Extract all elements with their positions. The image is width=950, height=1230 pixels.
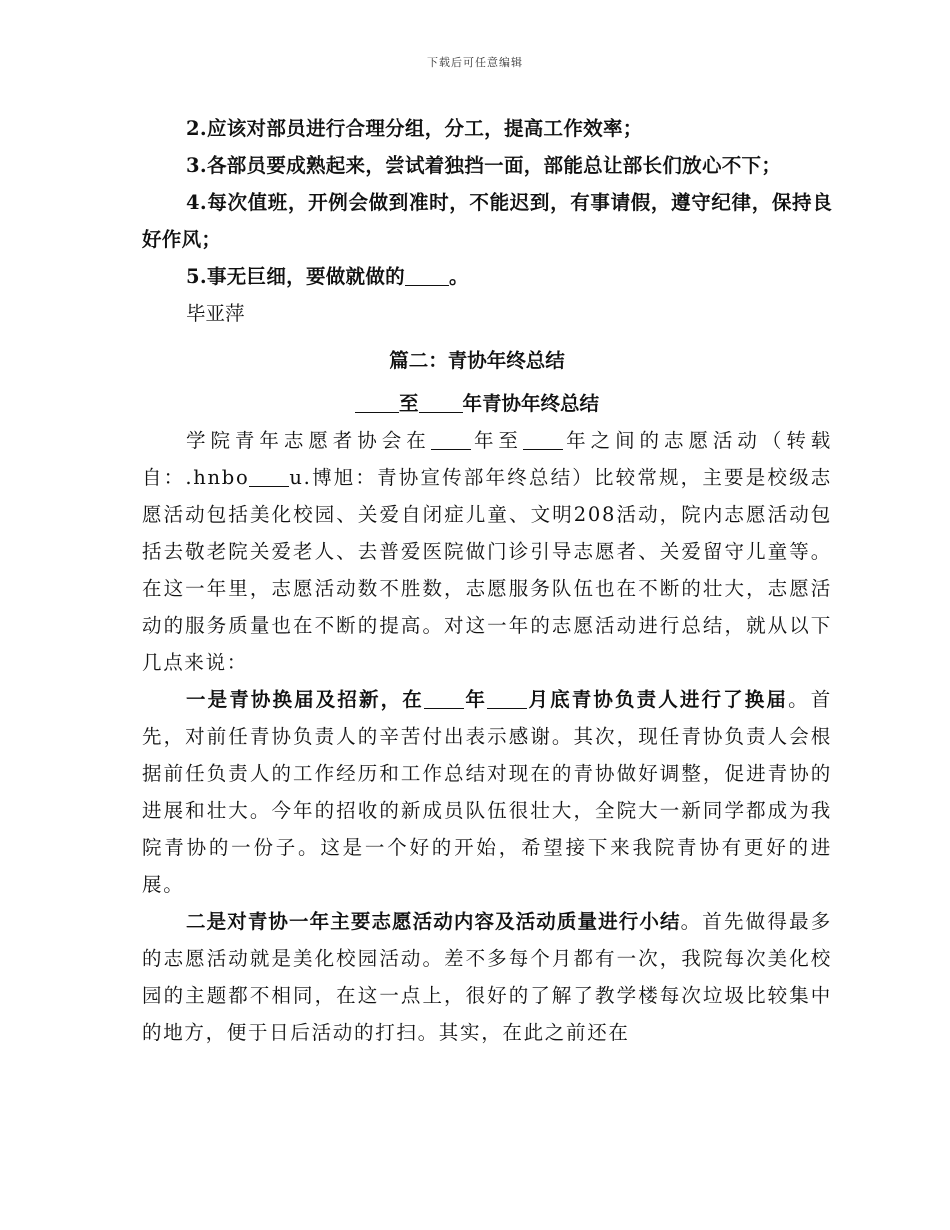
paragraph-intro xyxy=(142,422,832,681)
list-item-4: 4.每次值班，开例会做到准时，不能迟到，有事请假，遵守纪律，保持良好作风； xyxy=(142,191,832,251)
header-note: 下载后可任意编辑 xyxy=(427,56,523,69)
fill-blank xyxy=(249,467,289,488)
fill-blank xyxy=(419,393,463,414)
list-item-3: 3.各部员要成熟起来，尝试着独挡一面，部能总让部长们放心不下； xyxy=(186,154,782,177)
list-item-2: 2.应该对部员进行合理分组，分工，提高工作效率； xyxy=(186,117,643,140)
document-body xyxy=(142,110,832,1051)
section-subtitle xyxy=(142,385,832,422)
paragraph-point-1 xyxy=(142,681,832,903)
list-item-5 xyxy=(142,258,832,295)
paragraph-lead: 二是对青协一年主要志愿活动内容及活动质量进行小结 xyxy=(186,910,681,933)
fill-blank xyxy=(523,430,563,451)
paragraph-text: 年至 xyxy=(470,429,523,452)
paragraph-text: 。首先，对前任青协负责人的辛苦付出表示感谢。其次，现任青协负责人会根据前任负责人的工作经历和工作总结对现在的青协做好调整，促进青协的进展和壮大。今年的招收的新成员队伍很壮大，全院大一新同学都成为我院青协的一份子。这是一个好的开始，希望接下来我院青协有更好的进展。 xyxy=(142,688,832,896)
paragraph-text: 。首先做得最多的志愿活动就是美化校园活动。差不多每个月都有一次，我院每次美化校园的主题都不相同，在这一点上，很好的了解了教学楼每次垃圾比较集中的地方，便于日后活动的打扫。其实，在此之前还在 xyxy=(142,910,833,1044)
fill-blank xyxy=(431,430,471,451)
fill-blank xyxy=(424,689,464,710)
fill-blank xyxy=(355,393,399,414)
lead-text: 一是青协换届及招新，在 xyxy=(186,688,424,711)
paragraph-lead xyxy=(186,688,788,711)
lead-text: 年 xyxy=(463,688,488,711)
lead-text: 月底青协负责人进行了换届 xyxy=(527,688,789,711)
paragraph-text: 学院青年志愿者协会在 xyxy=(186,429,431,452)
paragraph-text: u.博旭：青协宣传部年终总结）比较常规，主要是校级志愿活动包括美化校园、关爱自闭症儿童、文明208活动，院内志愿活动包括去敬老院关爱老人、去普爱医院做门诊引导志愿者、关爱留守儿童等。在这一年里，志愿活动数不胜数，志愿服务队伍也在不断的壮大，志愿活动的服务质量也在不断的提高。对这一年的志愿活动进行总结，就从以下几点来说： xyxy=(142,466,832,674)
fill-blank xyxy=(405,266,449,287)
paragraph-point-2 xyxy=(142,903,832,1051)
signature: 毕亚萍 xyxy=(186,302,245,325)
list-item-5-text: 5.事无巨细，要做就做的 xyxy=(186,265,405,288)
subtitle-mid: 至 xyxy=(398,392,419,415)
section-title: 篇二：青协年终总结 xyxy=(389,349,565,372)
fill-blank xyxy=(487,689,527,710)
list-item-5-end: 。 xyxy=(448,265,469,288)
subtitle-post: 年青协年终总结 xyxy=(462,392,600,415)
paragraph-text: 年之间的志愿活动（转载自：.hnbo xyxy=(142,429,832,489)
